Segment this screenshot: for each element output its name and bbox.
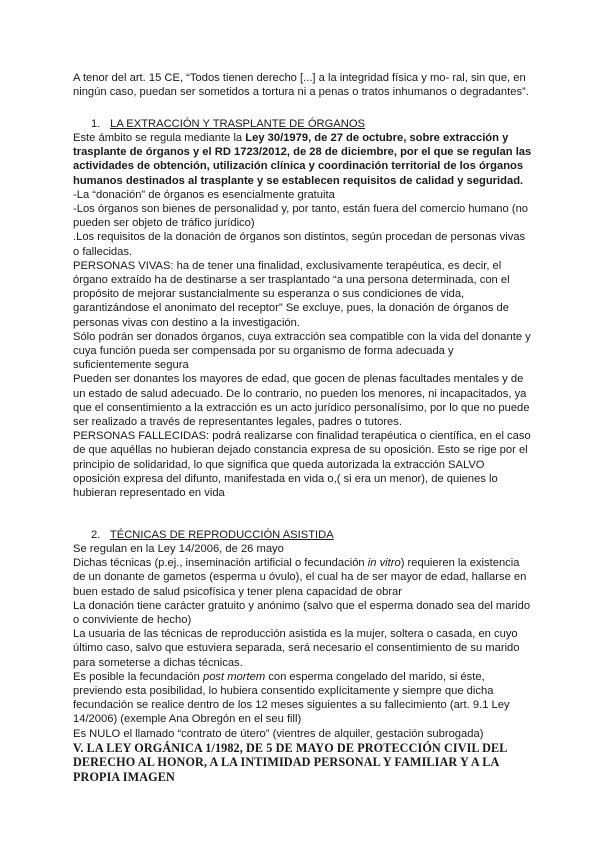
post-mortem-italic: post mortem <box>202 670 266 683</box>
section-1-number: 1. <box>91 118 101 130</box>
section-2-body <box>73 542 533 784</box>
paragraph: -La “donación” de órganos es esencialmente gratuita <box>73 188 335 201</box>
text-run: Dichas técnicas (p.ej., inseminación artificial o fecundación <box>73 557 368 570</box>
in-vitro-italic: in vitro <box>367 557 401 570</box>
text-run: ) requieren la existencia de un donante de gametos (esperma u óvulo), el cual ha de ser mayor de edad, hallarse en buen estado de salud psicofísica y tener plena capacidad de obrar <box>73 557 527 598</box>
section-1-title: LA EXTRACCIÓN Y TRASPLANTE DE ÓRGANOS <box>110 118 366 130</box>
text-run: Es posible la fecundación <box>73 670 203 683</box>
paragraph: Es NULO el llamado “contrato de útero” (vientres de alquiler, gestación subrogada) <box>73 727 484 740</box>
paragraph: -Los órganos son bienes de personalidad y, por tanto, están fuera del comercio humano (no pueden ser objeto de tráfico jurídico) <box>73 203 529 230</box>
section-1-lead-normal: Este ámbito se regula mediante la <box>73 132 246 144</box>
paragraph: PERSONAS VIVAS: ha de tener una finalidad, exclusivamente terapéutica, es decir, el órgano extraído ha de destinarse a ser trasplantado “a una persona determinada, con el propósito de mejorar sustancialmente su esperanza o sus condiciones de vida, garantizándose el anonimato del receptor” Se excluye, pues, la donación de órganos de personas vivas con destino a la investigación. <box>73 259 510 329</box>
section-5-heading: V. LA LEY ORGÁNICA 1/1982, DE 5 DE MAYO DE PROTECCIÓN CIVIL DEL DERECHO AL HONOR, A LA INTIMIDAD PERSONAL Y FAMILIAR Y A LA PROPIA IMAGEN <box>73 740 507 784</box>
paragraph: La donación tiene carácter gratuito y anónimo (salvo que el esperma donado sea del marido o conviviente de hecho) <box>73 599 531 627</box>
paragraph: La usuaria de las técnicas de reproducción asistida es la mujer, soltera o casada, en cuyo último caso, salvo que estuviera separada, será necesario el consentimiento de su marido para someterse a dichas técnicas. <box>73 628 520 669</box>
paragraph: Se regulan en la Ley 14/2006, de 26 mayo <box>73 543 284 555</box>
paragraph: PERSONAS FALLECIDAS: podrá realizarse con finalidad terapéutica o científica, en el caso de que aquéllas no hubieran dejado constancia expresa de su oposición. Esto se rige por el principio de solidaridad, lo que significa que queda autorizada la extracción SALVO oposición expresa del difunto, manifestada en vida o,( si era un menor), de quienes lo hubieran representado en vida <box>73 430 531 500</box>
section-2-heading <box>91 528 334 542</box>
paragraph <box>73 670 533 727</box>
paragraph: .Los requisitos de la donación de órganos son distintos, según procedan de personas vivas o fallecidas. <box>73 231 526 258</box>
section-1-lead-bold: Ley 30/1979, de 27 de octubre, sobre extracción y trasplante de órganos y el RD 1723/2012, de 28 de diciembre, por el que se regulan las actividades de obtención, utilización clínica y coordinación territorial de los órganos humanos destinados al trasplante y se establecen requisitos de calidad y seguridad. <box>73 132 532 187</box>
section-2-title: TÉCNICAS DE REPRODUCCIÓN ASISTIDA <box>109 529 334 541</box>
text-run: con esperma congelado del marido, si éste, previendo esta posibilidad, lo hubiera consentido explícitamente y siempre que dicha fecundación se realice dentro de los 12 meses siguientes a su fallecimiento (art. 9.1 Ley 14/2006) (exemple Ana Obregón en el seu fill) <box>73 670 510 726</box>
paragraph <box>73 556 533 599</box>
section-1-lead <box>73 131 533 188</box>
section-2-number: 2. <box>91 529 101 541</box>
paragraph: Sólo podrán ser donados órganos, cuya extracción sea compatible con la vida del donante y cuya función pueda ser compensada por su organismo de forma adecuada y suficientemente segura <box>73 330 531 372</box>
intro-paragraph: A tenor del art. 15 CE, “Todos tienen derecho [...] a la integridad física y mo- ral, sin que, en ningún caso, puedan ser sometidos a tortura ni a penas o tratos inhumanos o degradantes”. <box>73 72 529 99</box>
section-1-heading <box>91 117 365 131</box>
paragraph: Pueden ser donantes los mayores de edad, que gocen de plenas facultades mentales y de un estado de salud adecuado. De lo contrario, no pueden los menores, ni incapacitados, ya que el consentimiento a la extracción es un acto jurídico personalísimo, por lo que no puede ser realizado a través de representantes legales, padres o tutores. <box>73 373 530 429</box>
section-1-body <box>73 131 533 500</box>
